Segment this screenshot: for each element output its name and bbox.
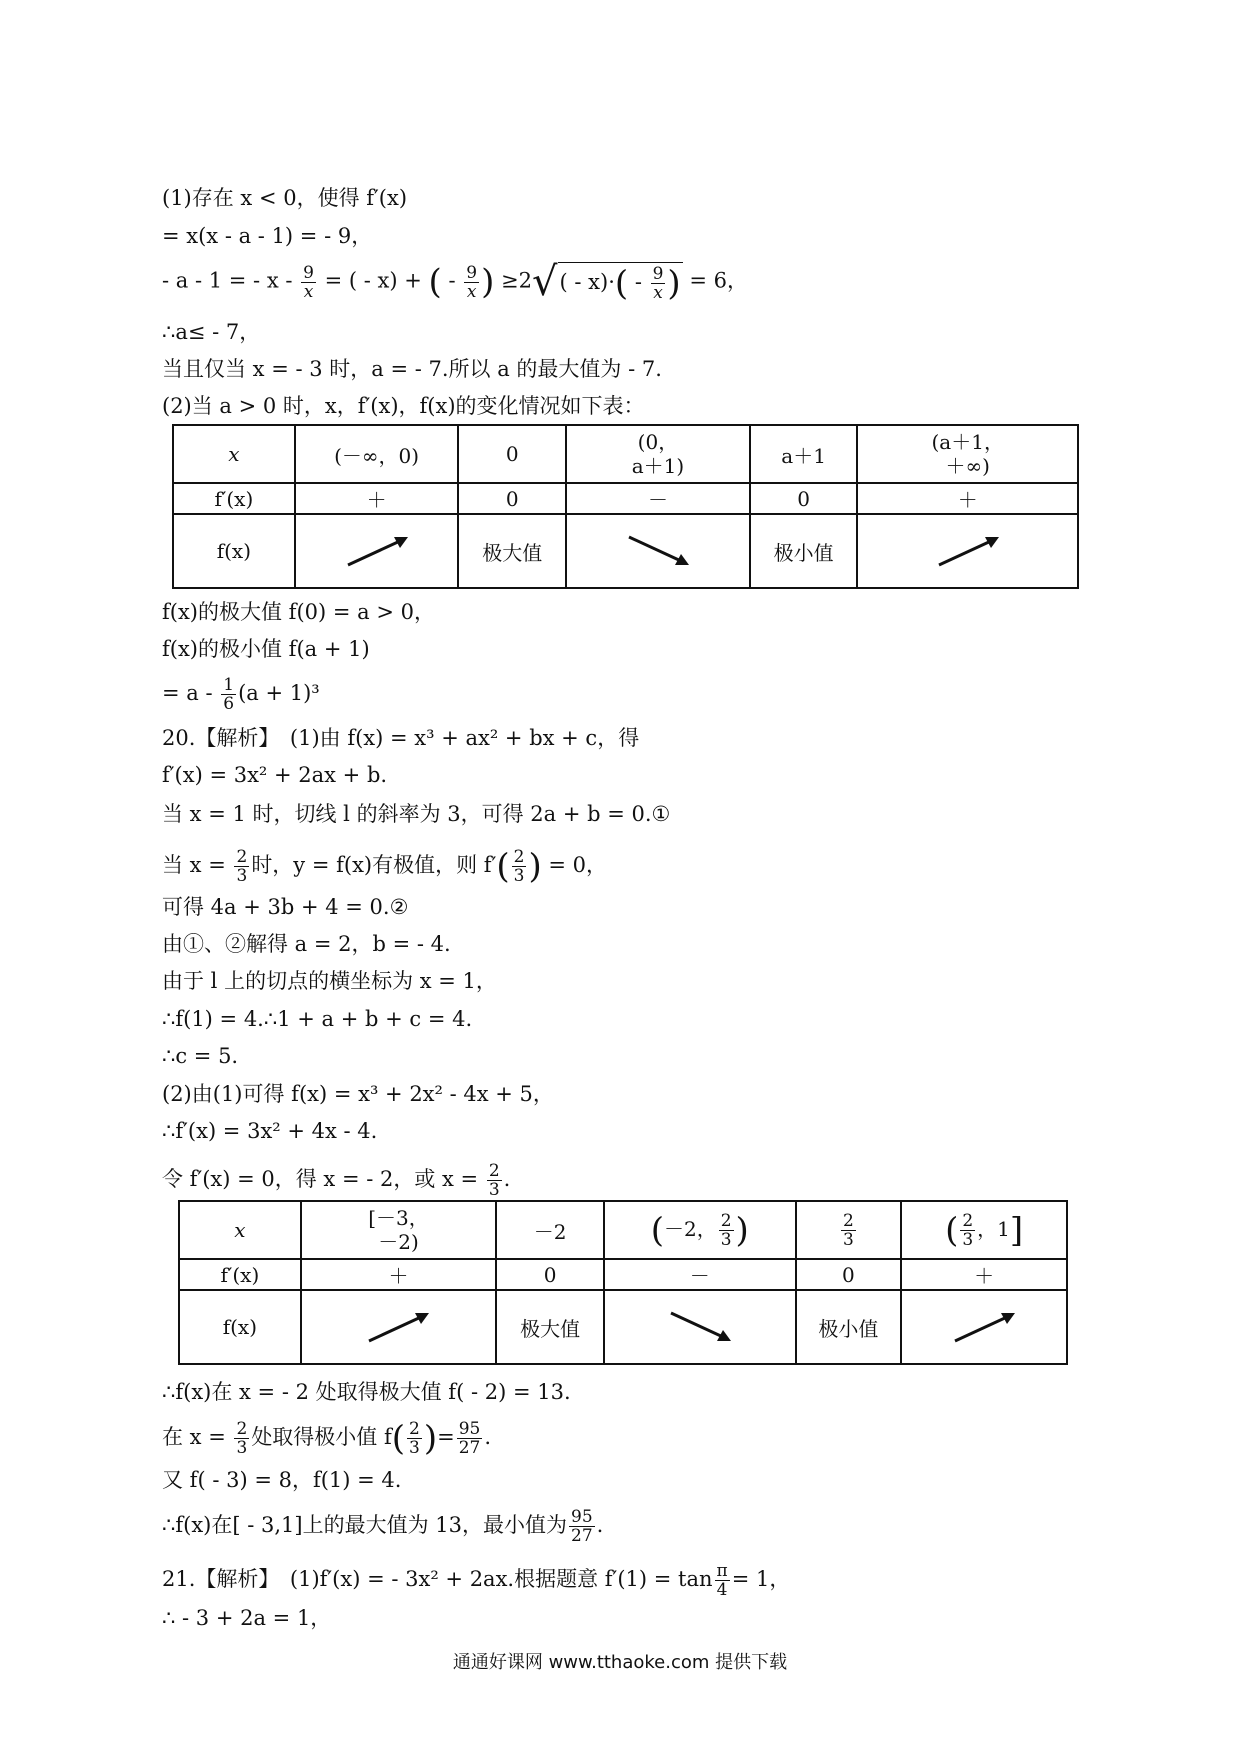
table-cell: － [604, 1259, 796, 1290]
table-cell: －2 [496, 1201, 604, 1259]
fraction: $\frac{95}{27}$ [458, 1419, 481, 1458]
table-cell [301, 1290, 497, 1364]
text-line: ∴a≤ - 7， [162, 320, 261, 344]
table-cell: 极小值 [750, 514, 858, 588]
table-cell: ( $\frac{2}{3}$ ，1] [901, 1201, 1067, 1259]
text-span: ≥2 [501, 268, 533, 293]
text-line: f(x)的极大值 f(0) = a > 0， [162, 600, 435, 624]
equation-line: 令 f′(x) = 0，得 x = - 2，或 x = $\frac{2}{3}$ . [162, 1161, 511, 1200]
sqrt: √( - x)·( - $\frac{9}{x}$ ) [532, 259, 681, 305]
table-cell: f′(x) [173, 483, 295, 514]
table-cell: 0 [458, 425, 566, 483]
table-cell: 0 [458, 483, 566, 514]
table-cell [857, 514, 1078, 588]
equation-line: 当 x = $\frac{2}{3}$ 时，y = f(x)有极值，则 f′( $\frac{2}{3}$ ) = 0， [162, 846, 608, 887]
fraction: $\frac{1}{6}$ [223, 675, 235, 714]
text-span: = ( - x) + [324, 268, 422, 293]
text-line: ∴ - 3 + 2a = 1， [162, 1606, 332, 1630]
equation-line: 21.【解析】 (1)f′(x) = - 3x² + 2ax.根据题意 f′(1) = tan $\frac{\pi}{4}$ = 1， [162, 1561, 791, 1600]
table-cell: (0， a＋1) [566, 425, 750, 483]
arrow-down-icon [665, 1309, 735, 1345]
table-cell: (a＋1， ＋∞) [857, 425, 1078, 483]
table-cell: x [179, 1201, 301, 1259]
table-cell: 极小值 [796, 1290, 902, 1364]
table-cell: f(x) [179, 1290, 301, 1364]
text-line: ∴f(x)在 x = - 2 处取得极大值 f( - 2) = 13. [162, 1380, 571, 1404]
text-line: (2)由(1)可得 f(x) = x³ + 2x² - 4x + 5， [162, 1082, 554, 1106]
arrow-up-icon [342, 533, 412, 569]
table-cell: ＋ [301, 1259, 497, 1290]
arrow-up-icon [949, 1309, 1019, 1345]
text-line: ∴c = 5. [162, 1044, 239, 1068]
table-cell: (－∞，0) [295, 425, 459, 483]
table-cell: ＋ [901, 1259, 1067, 1290]
variation-table-1 [172, 424, 1079, 589]
text-line: (1)存在 x < 0，使得 f′(x) [162, 186, 408, 210]
text-span: - a - 1 = - x - [162, 268, 293, 293]
table-cell: 0 [496, 1259, 604, 1290]
page-footer: 通通好课网 www.tthaoke.com 提供下载 [452, 1652, 788, 1673]
equation-line: 在 x = $\frac{2}{3}$ 处取得极小值 f( $\frac{2}{3}$ )= $\frac{95}{27}$ . [162, 1418, 492, 1459]
fraction: $\frac{2}{3}$ [236, 847, 248, 886]
table-cell: 0 [750, 483, 858, 514]
table-cell: a＋1 [750, 425, 858, 483]
text-span: = 6， [689, 268, 749, 293]
table-cell: ＋ [295, 483, 459, 514]
text-line: 20.【解析】 (1)由 f(x) = x³ + ax² + bx + c，得 [162, 726, 640, 750]
fraction: $\frac{9}{x}$ [466, 262, 478, 302]
table-cell [566, 514, 750, 588]
text-line: 当 x = 1 时，切线 l 的斜率为 3，可得 2a + b = 0.① [162, 802, 671, 826]
fraction: $\frac{2}{3}$ [488, 1161, 500, 1200]
equation-line: = a - $\frac{1}{6}$ (a + 1)³ [162, 675, 320, 714]
text-line: = x(x - a - 1) = - 9， [162, 224, 373, 248]
table-cell: $\frac{2}{3}$ [796, 1201, 902, 1259]
table-cell [604, 1290, 796, 1364]
text-line: 当且仅当 x = - 3 时，a = - 7.所以 a 的最大值为 - 7. [162, 357, 662, 381]
table-cell [295, 514, 459, 588]
equation-line: - a - 1 = - x - $\frac{9}{x}$ = ( - x) + ( - $\frac{9}{x}$ ) ≥2√( - x)·( - $\frac{9}{x}$ ) = 6， [162, 259, 749, 305]
fraction: $\frac{9}{x}$ [303, 262, 314, 302]
text-line: 由①、②解得 a = 2，b = - 4. [162, 932, 451, 956]
table-cell: 极大值 [496, 1290, 604, 1364]
fraction: $\frac{\pi}{4}$ [716, 1561, 728, 1600]
table-cell: [－3， －2) [301, 1201, 497, 1259]
fraction: $\frac{95}{27}$ [571, 1507, 593, 1546]
table-cell: (－2， $\frac{2}{3}$ ) [604, 1201, 796, 1259]
table-cell: － [566, 483, 750, 514]
text-line: f′(x) = 3x² + 2ax + b. [162, 763, 388, 787]
table-cell: f′(x) [179, 1259, 301, 1290]
text-line: ∴f′(x) = 3x² + 4x - 4. [162, 1119, 378, 1143]
fraction: $\frac{2}{3}$ [409, 1419, 420, 1458]
arrow-down-icon [623, 533, 693, 569]
variation-table-2 [178, 1200, 1068, 1365]
text-line: 又 f( - 3) = 8，f(1) = 4. [162, 1468, 402, 1492]
arrow-up-icon [933, 533, 1003, 569]
arrow-up-icon [363, 1309, 433, 1345]
equation-line: ∴f(x)在[ - 3,1]上的最大值为 13，最小值为 $\frac{95}{27}$ . [162, 1507, 604, 1546]
table-cell: 0 [796, 1259, 902, 1290]
table-cell: x [173, 425, 295, 483]
table-cell: ＋ [857, 483, 1078, 514]
text-line: 可得 4a + 3b + 4 = 0.② [162, 895, 409, 919]
fraction: $\frac{2}{3}$ [513, 847, 525, 886]
text-line: 由于 l 上的切点的横坐标为 x = 1， [162, 969, 497, 993]
text-line: f(x)的极小值 f(a + 1) [162, 637, 370, 661]
text-line: (2)当 a > 0 时，x，f′(x)，f(x)的变化情况如下表： [162, 394, 645, 418]
fraction: $\frac{2}{3}$ [236, 1419, 248, 1458]
table-cell [901, 1290, 1067, 1364]
table-cell: 极大值 [458, 514, 566, 588]
table-cell: f(x) [173, 514, 295, 588]
text-line: ∴f(1) = 4.∴1 + a + b + c = 4. [162, 1007, 473, 1031]
